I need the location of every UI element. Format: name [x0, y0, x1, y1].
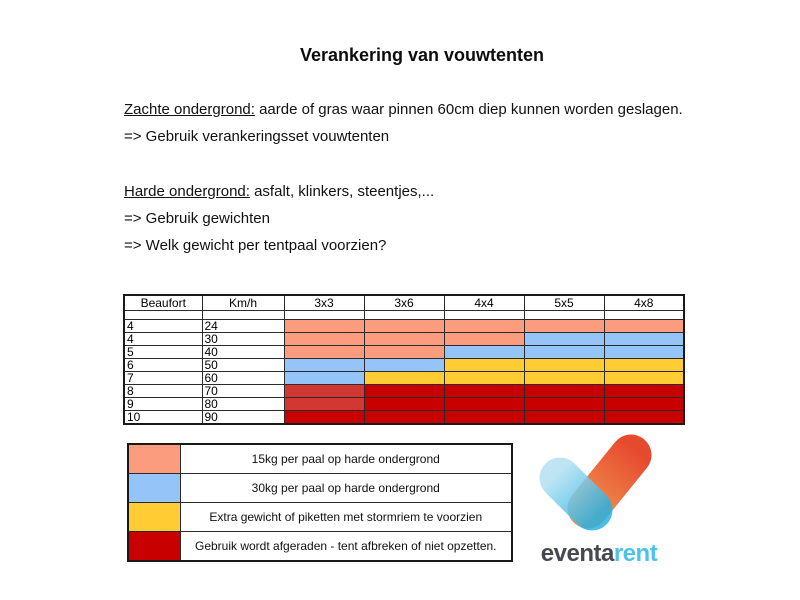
spacer-cell: [124, 311, 202, 320]
soft-ground-description: aarde of gras waar pinnen 60cm diep kunnen worden geslagen.: [254, 101, 683, 118]
legend-swatch-blue: [128, 474, 180, 503]
risk-cell-yellow: [364, 372, 444, 385]
beaufort-cell: 6: [124, 359, 202, 372]
spacer-cell: [284, 311, 364, 320]
risk-cell-yellow: [604, 359, 684, 372]
risk-cell-red: [364, 385, 444, 398]
beaufort-cell: 5: [124, 346, 202, 359]
risk-cell-blue: [524, 333, 604, 346]
legend-label: 15kg per paal op harde ondergrond: [180, 444, 512, 474]
risk-cell-yellow: [524, 372, 604, 385]
kmh-cell: 24: [202, 320, 284, 333]
soft-ground-action: => Gebruik verankeringsset vouwtenten: [124, 128, 390, 145]
legend-row: [128, 474, 512, 503]
logo-text-primary: eventa: [540, 540, 614, 567]
soft-ground-label: Zachte ondergrond:: [124, 101, 255, 118]
hard-ground-line: [124, 182, 764, 201]
legend-table: [127, 443, 513, 562]
spacer-cell: [364, 311, 444, 320]
risk-cell-red: [604, 411, 684, 425]
risk-cell-red_light: [284, 398, 364, 411]
risk-cell-blue: [444, 346, 524, 359]
legend-row: [128, 503, 512, 532]
hard-ground-action-1: => Gebruik gewichten: [124, 210, 270, 227]
risk-cell-salmon: [364, 346, 444, 359]
table-row: [124, 320, 684, 333]
soft-ground-line: [124, 100, 764, 119]
legend-row: [128, 532, 512, 562]
logo-checkmark-icon: [536, 432, 662, 534]
legend-label: Gebruik wordt afgeraden - tent afbreken of niet opzetten.: [180, 532, 512, 562]
table-header-row: [124, 295, 684, 311]
logo-wordmark: [536, 541, 662, 567]
legend-row: [128, 444, 512, 474]
risk-cell-red: [444, 398, 524, 411]
risk-cell-salmon: [604, 320, 684, 333]
beaufort-cell: 10: [124, 411, 202, 425]
column-header: Km/h: [202, 295, 284, 311]
spacer-cell: [604, 311, 684, 320]
table-row: [124, 372, 684, 385]
risk-cell-yellow: [444, 359, 524, 372]
hard-ground-description: asfalt, klinkers, steentjes,...: [249, 183, 435, 200]
beaufort-cell: 4: [124, 333, 202, 346]
column-header: 4x8: [604, 295, 684, 311]
beaufort-wind-table: [123, 294, 685, 425]
risk-cell-red: [524, 411, 604, 425]
risk-cell-salmon: [444, 320, 524, 333]
logo: [536, 432, 662, 567]
legend-swatch-salmon: [128, 444, 180, 474]
risk-cell-red: [364, 398, 444, 411]
kmh-cell: 90: [202, 411, 284, 425]
spacer-cell: [524, 311, 604, 320]
risk-cell-red: [364, 411, 444, 425]
risk-cell-red: [444, 385, 524, 398]
table-row: [124, 346, 684, 359]
risk-cell-red: [284, 411, 364, 425]
risk-cell-blue: [284, 359, 364, 372]
risk-cell-blue: [364, 359, 444, 372]
table-row: [124, 359, 684, 372]
kmh-cell: 70: [202, 385, 284, 398]
legend-swatch-yellow: [128, 503, 180, 532]
column-header: 3x3: [284, 295, 364, 311]
column-header: 5x5: [524, 295, 604, 311]
spacer-row: [124, 311, 684, 320]
risk-cell-salmon: [444, 333, 524, 346]
risk-cell-salmon: [284, 320, 364, 333]
logo-text-secondary: rent: [613, 540, 658, 567]
kmh-cell: 40: [202, 346, 284, 359]
column-header: Beaufort: [124, 295, 202, 311]
hard-ground-label: Harde ondergrond:: [124, 183, 250, 200]
beaufort-cell: 8: [124, 385, 202, 398]
spacer-cell: [444, 311, 524, 320]
page-title: Verankering van vouwtenten: [299, 45, 545, 65]
table-row: [124, 385, 684, 398]
risk-cell-salmon: [524, 320, 604, 333]
kmh-cell: 50: [202, 359, 284, 372]
risk-cell-blue: [284, 372, 364, 385]
beaufort-cell: 4: [124, 320, 202, 333]
legend-label: 30kg per paal op harde ondergrond: [180, 474, 512, 503]
table-row: [124, 411, 684, 425]
legend-label: Extra gewicht of piketten met stormriem te voorzien: [180, 503, 512, 532]
risk-cell-salmon: [284, 333, 364, 346]
risk-cell-yellow: [444, 372, 524, 385]
risk-cell-salmon: [364, 333, 444, 346]
risk-cell-yellow: [524, 359, 604, 372]
risk-cell-red: [524, 385, 604, 398]
table-row: [124, 333, 684, 346]
risk-cell-blue: [524, 346, 604, 359]
risk-cell-blue: [604, 333, 684, 346]
risk-cell-red: [524, 398, 604, 411]
risk-cell-red_light: [284, 385, 364, 398]
risk-cell-red: [604, 398, 684, 411]
kmh-cell: 30: [202, 333, 284, 346]
kmh-cell: 60: [202, 372, 284, 385]
risk-cell-salmon: [284, 346, 364, 359]
hard-ground-action-2: => Welk gewicht per tentpaal voorzien?: [124, 237, 387, 254]
table-row: [124, 398, 684, 411]
intro-text: [124, 100, 764, 263]
column-header: 4x4: [444, 295, 524, 311]
risk-cell-red: [444, 411, 524, 425]
risk-cell-red: [604, 385, 684, 398]
risk-cell-salmon: [364, 320, 444, 333]
kmh-cell: 80: [202, 398, 284, 411]
legend-swatch-red: [128, 532, 180, 562]
risk-cell-blue: [604, 346, 684, 359]
risk-cell-yellow: [604, 372, 684, 385]
column-header: 3x6: [364, 295, 444, 311]
beaufort-cell: 7: [124, 372, 202, 385]
spacer-cell: [202, 311, 284, 320]
beaufort-cell: 9: [124, 398, 202, 411]
